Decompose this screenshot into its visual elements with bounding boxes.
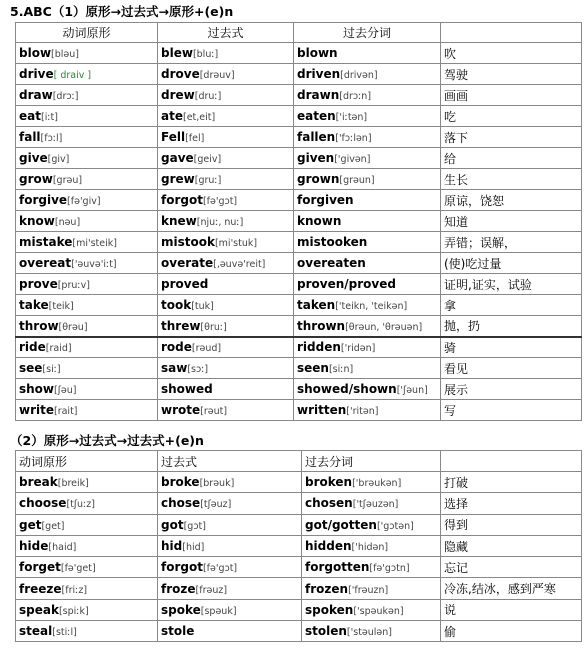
verb-base: take	[19, 298, 49, 312]
verb-base-cell	[16, 358, 158, 379]
verb-base-cell	[16, 85, 158, 106]
verb-base-phonetic: [ draiv ]	[53, 70, 92, 81]
verb-past-participle-cell	[302, 472, 441, 493]
verb-past-phonetic: [θruː]	[200, 321, 227, 333]
header-past: 过去式	[158, 451, 302, 472]
verb-past-participle-cell	[294, 232, 441, 253]
table-row	[16, 337, 582, 358]
verb-past-participle: proven/proved	[297, 277, 396, 291]
verb-base-phonetic: [spiːk]	[58, 605, 89, 617]
table-row	[16, 211, 582, 232]
header-base: 动词原形	[16, 451, 158, 472]
verb-past-cell	[158, 43, 294, 64]
verb-past-phonetic: [geiv]	[193, 154, 222, 165]
table-row	[16, 169, 582, 190]
verb-base: speak	[19, 602, 59, 617]
verb-base: freeze	[19, 581, 62, 596]
verb-past-participle-cell	[294, 379, 441, 400]
verb-past-participle-cell	[294, 85, 441, 106]
verb-past-participle: fallen	[297, 130, 336, 144]
verb-past: stole	[161, 624, 195, 639]
verb-past-participle-cell	[294, 274, 441, 295]
table-row	[16, 232, 582, 253]
verb-base: steal	[19, 624, 53, 639]
verb-past-participle-phonetic: ['ridən]	[340, 343, 376, 355]
meaning-cell: 展示	[441, 379, 582, 400]
verb-past: forgot	[161, 560, 203, 575]
header-past: 过去式	[158, 23, 294, 43]
meaning-cell: (使)吃过量	[441, 253, 582, 274]
verb-past-phonetic: [njuː, nuː]	[196, 217, 244, 228]
table-row	[16, 514, 582, 535]
verb-past-phonetic: [druː]	[194, 91, 222, 102]
verb-base-cell	[16, 400, 158, 421]
verb-base-cell	[16, 232, 158, 253]
verb-past: proved	[161, 277, 209, 291]
verb-past: gave	[161, 151, 194, 165]
verb-base-phonetic: [fə'giv]	[67, 196, 101, 207]
table-row	[16, 253, 582, 274]
meaning-cell: 知道	[441, 211, 582, 232]
table-row	[16, 400, 582, 421]
verb-past-participle-cell	[294, 169, 441, 190]
verb-past-cell	[158, 514, 302, 535]
verb-past-participle: got/gotten	[305, 517, 377, 532]
verb-base-phonetic: [drɔː]	[52, 91, 79, 102]
verb-past: blew	[161, 46, 193, 60]
meaning-cell: 得到	[441, 514, 582, 535]
verb-past-phonetic: [rəud]	[191, 343, 222, 355]
verb-past-cell	[158, 400, 294, 421]
verb-past: wrote	[161, 403, 201, 417]
verb-base-cell	[16, 295, 158, 316]
table-header-row	[16, 451, 582, 472]
verb-past-cell	[158, 557, 302, 578]
meaning-cell: 打破	[441, 472, 582, 493]
verb-past-participle-phonetic: ['tʃəuzən]	[352, 499, 399, 511]
section1-title: 5.ABC（1）原形→过去式→原形+(e)n	[10, 4, 234, 19]
meaning-cell: 写	[441, 400, 582, 421]
verb-past-cell	[158, 337, 294, 358]
verb-base: know	[19, 214, 55, 228]
verb-base-phonetic: [mi'steik]	[72, 238, 117, 249]
verb-past-participle-cell	[302, 557, 441, 578]
verb-past-phonetic: [fə'gɔt]	[202, 563, 238, 575]
verb-past-participle-phonetic: ['ritən]	[346, 406, 379, 417]
verb-past-cell	[158, 578, 302, 599]
verb-base: drive	[19, 67, 54, 81]
verb-past-cell	[158, 148, 294, 169]
table-row	[16, 472, 582, 493]
table-row	[16, 316, 582, 337]
verb-base: give	[19, 151, 48, 165]
verb-past: drew	[161, 88, 195, 102]
verb-past-participle: drawn	[297, 88, 340, 102]
verb-past: knew	[161, 214, 197, 228]
verb-past-phonetic: [hid]	[182, 542, 205, 554]
verb-past-participle-cell	[294, 148, 441, 169]
verb-base-cell	[16, 274, 158, 295]
verb-past-phonetic: [mi'stuk]	[214, 238, 258, 249]
verb-base-phonetic: [haid]	[48, 542, 77, 554]
verb-base-phonetic: [ʃəu]	[54, 385, 77, 396]
verb-past-participle: ridden	[297, 340, 341, 355]
verb-base: get	[19, 517, 42, 532]
verb-base: hide	[19, 539, 49, 554]
verb-past-phonetic: [frəuz]	[195, 584, 228, 596]
verb-base-cell	[16, 64, 158, 85]
verb-past-participle: seen	[297, 361, 329, 375]
verb-base-cell	[16, 599, 158, 620]
verb-base-phonetic: [teik]	[48, 301, 74, 312]
verb-past-participle-phonetic: [drɔːn]	[339, 91, 372, 102]
section2-title: （2）原形→过去式→过去式+(e)n	[10, 433, 204, 448]
verb-past: spoke	[161, 602, 201, 617]
verb-past-participle: blown	[297, 46, 338, 60]
verb-past-phonetic: [rəut]	[200, 406, 228, 417]
meaning-cell: 落下	[441, 127, 582, 148]
verb-past-cell	[158, 358, 294, 379]
verb-past-phonetic: [gɔt]	[183, 520, 206, 532]
verb-past-cell	[158, 85, 294, 106]
verb-past-participle-phonetic: ['frəuzn]	[348, 584, 389, 596]
verb-past: chose	[161, 496, 201, 511]
verb-past: mistook	[161, 235, 215, 249]
header-meaning	[441, 23, 582, 43]
verb-past-cell	[158, 106, 294, 127]
verb-past: grew	[161, 172, 195, 186]
table-row	[16, 578, 582, 599]
table-row	[16, 274, 582, 295]
table-row	[16, 190, 582, 211]
verb-past: froze	[161, 581, 196, 596]
verb-past-participle-cell	[302, 493, 441, 514]
table-row	[16, 358, 582, 379]
verb-past-participle: showed/shown	[297, 382, 397, 396]
verb-past-participle: known	[297, 214, 342, 228]
verb-past-participle-phonetic: ['brəukən]	[352, 478, 402, 490]
verb-past-participle-phonetic: ['hidən]	[351, 542, 389, 554]
verb-past-participle: forgotten	[305, 560, 370, 575]
verb-past-cell	[158, 232, 294, 253]
table-row	[16, 621, 582, 642]
verb-past-participle-cell	[294, 358, 441, 379]
verb-base: mistake	[19, 235, 73, 249]
verb-past-participle-cell	[294, 295, 441, 316]
meaning-cell: 拿	[441, 295, 582, 316]
verb-past-participle-cell	[302, 535, 441, 556]
verb-base-cell	[16, 621, 158, 642]
verb-base-cell	[16, 106, 158, 127]
verb-base-phonetic: [stiːl]	[52, 627, 77, 639]
verb-base-phonetic: [nəu]	[54, 217, 81, 228]
verb-base-cell	[16, 379, 158, 400]
verb-base-cell	[16, 493, 158, 514]
verb-past-participle-cell	[294, 127, 441, 148]
verb-base: write	[19, 403, 54, 417]
verb-base: show	[19, 382, 55, 396]
header-base: 动词原形	[16, 23, 158, 43]
verb-past-participle-cell	[294, 43, 441, 64]
table-row	[16, 106, 582, 127]
verb-base: break	[19, 475, 58, 490]
verb-past-participle: forgiven	[297, 193, 354, 207]
verb-past: ate	[161, 109, 183, 123]
verb-past-cell	[158, 190, 294, 211]
table-row	[16, 148, 582, 169]
verb-base-phonetic: [siː]	[42, 364, 61, 375]
verb-past-phonetic: [drəuv]	[199, 70, 235, 81]
verb-base-cell	[16, 169, 158, 190]
verb-base-cell	[16, 316, 158, 337]
verb-base: blow	[19, 46, 52, 60]
verb-past: hid	[161, 539, 183, 554]
verb-base-cell	[16, 127, 158, 148]
verb-past-cell	[158, 379, 294, 400]
verb-past-participle-phonetic: ['spəukən]	[353, 605, 404, 617]
verb-past-participle-cell	[294, 211, 441, 232]
header-meaning	[441, 451, 582, 472]
verb-base: fall	[19, 130, 41, 144]
verb-past-participle-phonetic: ['ʃəun]	[396, 385, 428, 396]
verb-past-participle-cell	[294, 316, 441, 337]
verb-past: forgot	[161, 193, 203, 207]
verb-past-cell	[158, 253, 294, 274]
verb-past-participle-cell	[294, 253, 441, 274]
meaning-cell: 吹	[441, 43, 582, 64]
verb-past-phonetic: [spəuk]	[200, 605, 237, 617]
verb-base-phonetic: [tʃuːz]	[66, 499, 95, 511]
verb-base-phonetic: [grəu]	[52, 175, 83, 186]
header-pp: 过去分词	[294, 23, 441, 43]
verb-base-cell	[16, 535, 158, 556]
verb-past-participle: spoken	[305, 602, 354, 617]
verb-past-participle-cell	[302, 599, 441, 620]
table-row	[16, 557, 582, 578]
verb-base-phonetic: [bləu]	[51, 49, 79, 60]
verb-past-cell	[158, 621, 302, 642]
verb-past-participle-phonetic: ['fɔːlən]	[335, 133, 372, 144]
verb-past-participle-phonetic: ['gɔtən]	[376, 520, 414, 532]
verb-past-participle-cell	[294, 190, 441, 211]
verb-past-cell	[158, 295, 294, 316]
verb-base: forgive	[19, 193, 68, 207]
verb-past-cell	[158, 211, 294, 232]
verb-past-participle-phonetic: [fə'gɔtn]	[369, 563, 410, 575]
table-row	[16, 379, 582, 400]
verb-past-participle: given	[297, 151, 335, 165]
verb-past-phonetic: [tuk]	[191, 301, 214, 312]
meaning-cell: 给	[441, 148, 582, 169]
meaning-cell: 驾驶	[441, 64, 582, 85]
verb-past: took	[161, 298, 192, 312]
verb-past-cell	[158, 64, 294, 85]
meaning-cell: 选择	[441, 493, 582, 514]
verb-past-phonetic: [sɔː]	[187, 364, 209, 375]
verb-past-phonetic: [brəuk]	[199, 478, 235, 490]
verb-base-phonetic: [fɔːl]	[40, 133, 63, 144]
meaning-cell: 忘记	[441, 557, 582, 578]
verb-base-phonetic: ['əuvə'iːt]	[71, 259, 117, 270]
verb-base-cell	[16, 148, 158, 169]
meaning-cell: 画画	[441, 85, 582, 106]
verb-past-cell	[158, 599, 302, 620]
meaning-cell: 弄错；误解，	[441, 232, 582, 253]
verb-past: got	[161, 517, 184, 532]
verb-past-phonetic: [fel]	[185, 133, 205, 144]
verb-past-participle: hidden	[305, 539, 352, 554]
verb-base: ride	[19, 340, 46, 355]
meaning-cell: 隐藏	[441, 535, 582, 556]
verb-past-participle-cell	[302, 621, 441, 642]
verb-past-phonetic: [et,eit]	[182, 112, 216, 123]
verb-base-cell	[16, 190, 158, 211]
meaning-cell: 抛，扔	[441, 316, 582, 337]
table-row	[16, 493, 582, 514]
verb-past-phonetic: [bluː]	[192, 49, 219, 60]
verb-base-phonetic: [get]	[41, 520, 65, 532]
verb-past-participle-cell	[294, 400, 441, 421]
verb-past-participle-cell	[294, 337, 441, 358]
meaning-cell: 骑	[441, 337, 582, 358]
verb-past-participle-phonetic: ['givən]	[334, 154, 371, 165]
verb-past-participle: written	[297, 403, 347, 417]
verb-past-phonetic: [fə'gɔt]	[202, 196, 238, 207]
verb-past: overate	[161, 256, 214, 270]
verb-past-participle: mistooken	[297, 235, 368, 249]
verb-base: draw	[19, 88, 53, 102]
verb-past-cell	[158, 472, 302, 493]
verb-past-cell	[158, 127, 294, 148]
verb-base-cell	[16, 337, 158, 358]
verb-base-phonetic: [iːt]	[40, 112, 58, 123]
verb-base-cell	[16, 253, 158, 274]
meaning-cell: 吃	[441, 106, 582, 127]
verb-past-participle: frozen	[305, 581, 349, 596]
verb-past-participle-phonetic: ['stəulən]	[346, 627, 392, 639]
table-row	[16, 599, 582, 620]
verb-past: showed	[161, 382, 213, 396]
verb-base-cell	[16, 578, 158, 599]
verb-past-participle-phonetic: [siːn]	[328, 364, 354, 375]
verb-base-phonetic: [giv]	[47, 154, 70, 165]
verb-past-participle-cell	[302, 578, 441, 599]
verb-past-cell	[158, 316, 294, 337]
table-row	[16, 43, 582, 64]
table-row	[16, 64, 582, 85]
verb-past-cell	[158, 493, 302, 514]
verb-past-phonetic: [gruː]	[194, 175, 222, 186]
verb-base-cell	[16, 211, 158, 232]
verb-table-2	[15, 450, 582, 642]
meaning-cell: 冷冻,结冰，感到严寒	[441, 578, 582, 599]
verb-base-cell	[16, 557, 158, 578]
table-row	[16, 85, 582, 106]
verb-past: drove	[161, 67, 200, 81]
verb-base-cell	[16, 472, 158, 493]
verb-base-phonetic: [breik]	[57, 478, 89, 490]
verb-past-participle-phonetic: [grəun]	[339, 175, 375, 186]
verb-base-phonetic: [rait]	[54, 406, 78, 417]
verb-past-participle-cell	[294, 64, 441, 85]
verb-past-participle: grown	[297, 172, 340, 186]
verb-base-cell	[16, 43, 158, 64]
verb-base: forget	[19, 560, 61, 575]
verb-past-participle-cell	[302, 514, 441, 535]
verb-past-participle-phonetic: ['teikn, 'teikən]	[335, 301, 408, 312]
verb-past-participle: stolen	[305, 624, 347, 639]
verb-past-participle: broken	[305, 475, 353, 490]
table-row	[16, 535, 582, 556]
verb-past-participle-phonetic: [drivən]	[340, 70, 378, 81]
verb-base-phonetic: [pruːv]	[57, 280, 90, 291]
table-row	[16, 127, 582, 148]
verb-past-participle-phonetic: [θrəun, 'θrəuən]	[345, 321, 423, 333]
verb-past-phonetic: [tʃəuz]	[200, 499, 232, 511]
meaning-cell: 原谅，饶恕	[441, 190, 582, 211]
meaning-cell: 证明,证实，试验	[441, 274, 582, 295]
meaning-cell: 生长	[441, 169, 582, 190]
verb-base: overeat	[19, 256, 72, 270]
verb-past: saw	[161, 361, 188, 375]
verb-past-participle-phonetic: ['iːtən]	[335, 112, 368, 123]
verb-past-phonetic: [,əuvə'reit]	[213, 259, 266, 270]
verb-past-participle: eaten	[297, 109, 336, 123]
verb-past: Fell	[161, 130, 186, 144]
header-pp: 过去分词	[302, 451, 441, 472]
verb-past-participle: overeaten	[297, 256, 366, 270]
meaning-cell: 说	[441, 599, 582, 620]
meaning-cell: 偷	[441, 621, 582, 642]
meaning-cell: 看见	[441, 358, 582, 379]
verb-past-participle: chosen	[305, 496, 353, 511]
verb-past-participle: thrown	[297, 318, 346, 333]
verb-base: choose	[19, 496, 67, 511]
verb-base: prove	[19, 277, 58, 291]
verb-base: see	[19, 361, 43, 375]
verb-past-participle: driven	[297, 67, 341, 81]
verb-base-phonetic: [friːz]	[61, 584, 88, 596]
verb-base: grow	[19, 172, 53, 186]
verb-base-cell	[16, 514, 158, 535]
verb-table-1	[15, 22, 582, 421]
verb-past: threw	[161, 318, 201, 333]
table-row	[16, 295, 582, 316]
verb-base: eat	[19, 109, 41, 123]
verb-base-phonetic: [raid]	[45, 343, 72, 355]
table-header-row	[16, 23, 582, 43]
verb-past-cell	[158, 274, 294, 295]
verb-base-phonetic: [fə'get]	[60, 563, 96, 575]
verb-past: broke	[161, 475, 200, 490]
verb-base: throw	[19, 318, 59, 333]
verb-past: rode	[161, 340, 192, 355]
verb-base-phonetic: [θrəu]	[58, 321, 88, 333]
verb-past-cell	[158, 169, 294, 190]
verb-past-cell	[158, 535, 302, 556]
verb-past-participle-cell	[294, 106, 441, 127]
verb-past-participle: taken	[297, 298, 336, 312]
